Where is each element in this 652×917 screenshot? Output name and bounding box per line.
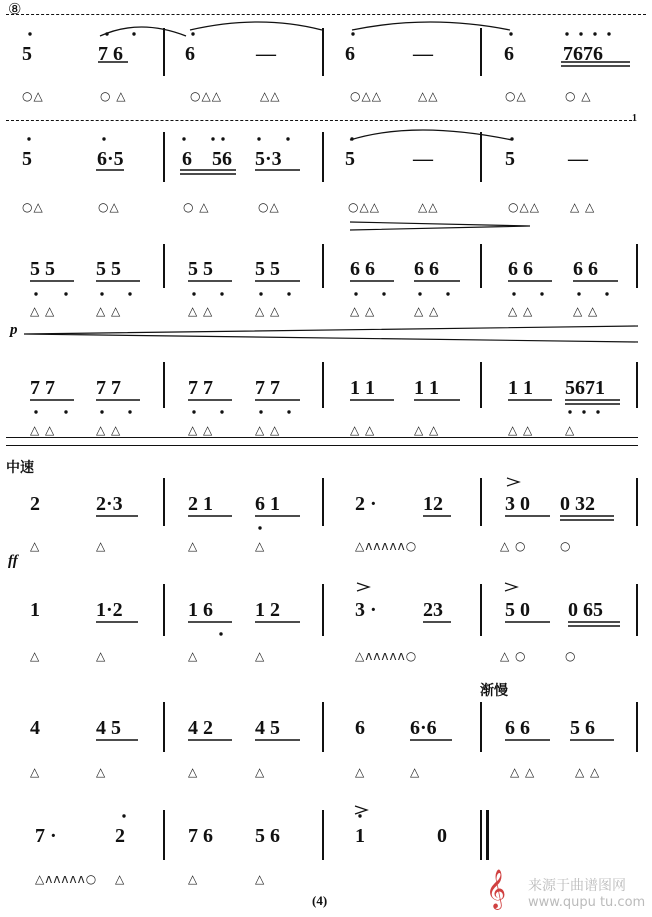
barline xyxy=(636,702,638,752)
percussion-group: △ △ xyxy=(30,423,56,437)
octave-dot-below xyxy=(258,526,261,529)
note-group: 7 7 xyxy=(96,377,121,399)
octave-dot-below xyxy=(220,410,223,413)
percussion-group: △△ xyxy=(260,89,281,103)
accent-mark xyxy=(355,806,367,814)
note-group: 4 5 xyxy=(255,717,280,739)
barline xyxy=(322,132,324,182)
note-group: — xyxy=(568,148,588,170)
decrescendo-hairpin xyxy=(350,222,530,230)
octave-dot-below xyxy=(582,410,585,413)
final-barline-thin xyxy=(480,810,482,860)
barline xyxy=(322,28,324,76)
barline xyxy=(480,132,482,182)
percussion-group: ○△ xyxy=(505,89,527,103)
accent-mark xyxy=(357,583,369,591)
percussion-group: ○△ xyxy=(98,200,120,214)
note-group: — xyxy=(256,43,276,65)
note-group: 7 7 xyxy=(255,377,280,399)
note-group: 7 · xyxy=(35,825,57,847)
percussion-group: △ xyxy=(255,539,266,553)
note-group: 5 xyxy=(505,148,515,170)
octave-dot-above xyxy=(211,137,214,140)
octave-dot-below xyxy=(287,292,290,295)
note-group: 2 xyxy=(115,825,125,847)
note-group: 7676 xyxy=(563,43,603,65)
percussion-group: ○△△ xyxy=(508,200,540,214)
barline xyxy=(163,28,165,76)
note-group: 6 xyxy=(355,717,365,739)
octave-dot-above xyxy=(579,32,582,35)
percussion-group: ○ △ xyxy=(100,89,127,103)
percussion-group: △ xyxy=(188,765,199,779)
note-group: 1 2 xyxy=(255,599,280,621)
percussion-group: △ △ xyxy=(255,423,281,437)
rit-label: 渐慢 xyxy=(480,683,508,699)
note-group: 5 5 xyxy=(255,258,280,280)
octave-dot-below xyxy=(446,292,449,295)
percussion-group: ○△ xyxy=(22,89,44,103)
octave-dot-below xyxy=(596,410,599,413)
octave-dot-above xyxy=(286,137,289,140)
note-group: 6·6 xyxy=(410,717,437,739)
octave-dot-above xyxy=(350,137,353,140)
note-group: 1 xyxy=(355,825,365,847)
barline xyxy=(636,478,638,526)
dashed-line-second xyxy=(6,120,632,121)
barline xyxy=(163,702,165,752)
octave-dot-below xyxy=(100,410,103,413)
double-rule xyxy=(6,437,638,438)
octave-dot-above xyxy=(221,137,224,140)
barline xyxy=(322,362,324,408)
note-group: 6 6 xyxy=(505,717,530,739)
note-group: 6 xyxy=(345,43,355,65)
tie xyxy=(190,22,322,30)
percussion-group: △ xyxy=(255,649,266,663)
octave-dot-below xyxy=(540,292,543,295)
octave-dot-below xyxy=(128,410,131,413)
barline xyxy=(322,244,324,288)
octave-dot-below xyxy=(568,410,571,413)
barline xyxy=(480,362,482,408)
note-group: 2 · xyxy=(355,493,377,515)
note-group: 1 xyxy=(30,599,40,621)
note-group: 0 xyxy=(437,825,447,847)
note-group: 3 0 xyxy=(505,493,530,515)
octave-dot-above xyxy=(358,814,361,817)
octave-dot-above xyxy=(351,32,354,35)
percussion-group: △ xyxy=(410,765,421,779)
section-marker: ⑧ xyxy=(8,2,22,18)
octave-dot-above xyxy=(565,32,568,35)
percussion-group: ○△△ xyxy=(348,200,380,214)
percussion-group: △ △ xyxy=(508,423,534,437)
note-group: 5 xyxy=(22,43,32,65)
barline xyxy=(636,584,638,636)
percussion-group: △ △ xyxy=(188,423,214,437)
percussion-group: ○ △ xyxy=(565,89,592,103)
note-group: 23 xyxy=(423,599,443,621)
octave-dot-below xyxy=(512,292,515,295)
percussion-group: △ △ xyxy=(350,304,376,318)
percussion-group: △ xyxy=(188,539,199,553)
barline xyxy=(163,478,165,526)
percussion-group: △ʌʌʌʌʌ○ xyxy=(355,539,418,553)
note-group: 5 6 xyxy=(255,825,280,847)
octave-dot-above xyxy=(122,814,125,817)
barline xyxy=(163,584,165,636)
percussion-group: △ xyxy=(355,765,366,779)
octave-dot-above xyxy=(132,32,135,35)
octave-dot-above xyxy=(607,32,610,35)
percussion-group: △ xyxy=(96,539,107,553)
octave-dot-above xyxy=(27,137,30,140)
note-group: 4 xyxy=(30,717,40,739)
percussion-group: △ xyxy=(255,765,266,779)
barline xyxy=(163,244,165,288)
barline xyxy=(480,28,482,76)
note-group: 6 6 xyxy=(350,258,375,280)
note-group: 1 1 xyxy=(350,377,375,399)
note-group: 5 5 xyxy=(30,258,55,280)
note-group: 0 65 xyxy=(568,599,603,621)
treble-clef-icon: 𝄞 xyxy=(486,871,507,908)
barline xyxy=(322,810,324,860)
octave-dot-above xyxy=(28,32,31,35)
final-barline-thick xyxy=(486,810,489,860)
barline xyxy=(636,244,638,288)
percussion-group: △ʌʌʌʌʌ○ xyxy=(355,649,418,663)
percussion-group: △ ○ xyxy=(500,649,527,663)
octave-dot-below xyxy=(34,410,37,413)
barline xyxy=(322,702,324,752)
barline xyxy=(322,478,324,526)
note-group: 6 1 xyxy=(255,493,280,515)
note-group: 6 xyxy=(182,148,192,170)
percussion-group: ○△△ xyxy=(190,89,222,103)
percussion-group: △ △ xyxy=(570,200,596,214)
note-group: 7 6 xyxy=(98,43,123,65)
octave-dot-below xyxy=(577,292,580,295)
note-group: 1·2 xyxy=(96,599,123,621)
dashed-line-top xyxy=(6,14,646,15)
percussion-group: △ʌʌʌʌʌ○ xyxy=(35,872,98,886)
percussion-group: △ xyxy=(188,649,199,663)
dynamic-ff: ff xyxy=(8,553,18,569)
octave-dot-above xyxy=(509,32,512,35)
note-group: 3 · xyxy=(355,599,377,621)
crescendo-hairpin xyxy=(24,326,638,342)
percussion-group: △ ○ xyxy=(500,539,527,553)
note-group: 6 6 xyxy=(508,258,533,280)
tie xyxy=(352,22,510,30)
note-group: 5 5 xyxy=(188,258,213,280)
tie xyxy=(350,130,512,140)
percussion-group: △ △ xyxy=(255,304,281,318)
accent-mark xyxy=(507,478,519,486)
barline xyxy=(480,478,482,526)
percussion-group: ○ △ xyxy=(183,200,210,214)
note-group: 6 xyxy=(185,43,195,65)
percussion-group: △ △ xyxy=(414,423,440,437)
octave-dot-below xyxy=(192,410,195,413)
note-group: 7 7 xyxy=(30,377,55,399)
percussion-group: ○△ xyxy=(258,200,280,214)
page-number: (4) xyxy=(312,893,328,908)
percussion-group: △ △ xyxy=(575,765,601,779)
slur xyxy=(100,27,186,36)
percussion-group: △△ xyxy=(418,89,439,103)
note-group: 2 xyxy=(30,493,40,515)
note-group: 7 7 xyxy=(188,377,213,399)
barline xyxy=(636,362,638,408)
octave-dot-above xyxy=(182,137,185,140)
percussion-group: △ △ xyxy=(188,304,214,318)
percussion-group: △ xyxy=(255,872,266,886)
note-group: 6 6 xyxy=(573,258,598,280)
octave-dot-above xyxy=(191,32,194,35)
dynamic-p: p xyxy=(10,322,18,338)
note-group: 5 xyxy=(22,148,32,170)
percussion-group: △ △ xyxy=(350,423,376,437)
percussion-group: △ △ xyxy=(30,304,56,318)
percussion-group: △ xyxy=(115,872,126,886)
note-group: 1 6 xyxy=(188,599,213,621)
percussion-group: △ xyxy=(30,765,41,779)
watermark-url: www.qupu tu.com xyxy=(528,895,646,910)
octave-dot-below xyxy=(34,292,37,295)
note-group: 4 5 xyxy=(96,717,121,739)
note-group: — xyxy=(413,43,433,65)
note-group: 5671 xyxy=(565,377,605,399)
percussion-group: ○ xyxy=(565,649,577,663)
barline xyxy=(480,584,482,636)
percussion-group: △ xyxy=(565,423,576,437)
double-rule xyxy=(6,445,638,446)
barline xyxy=(480,244,482,288)
octave-dot-below xyxy=(64,410,67,413)
note-group: 4 2 xyxy=(188,717,213,739)
note-group: 56 xyxy=(212,148,232,170)
note-group: 7 6 xyxy=(188,825,213,847)
note-group: 6 6 xyxy=(414,258,439,280)
percussion-group: △ xyxy=(188,872,199,886)
octave-dot-below xyxy=(259,410,262,413)
percussion-group: △ △ xyxy=(96,304,122,318)
percussion-group: △ xyxy=(30,649,41,663)
octave-dot-below xyxy=(220,292,223,295)
octave-dot-above xyxy=(105,32,108,35)
percussion-group: △ △ xyxy=(508,304,534,318)
percussion-group: ○ xyxy=(560,539,572,553)
percussion-group: △ △ xyxy=(96,423,122,437)
note-group: 5 5 xyxy=(96,258,121,280)
barline xyxy=(480,702,482,752)
note-group: — xyxy=(413,148,433,170)
note-group: 5 xyxy=(345,148,355,170)
barline xyxy=(322,584,324,636)
octave-dot-below xyxy=(382,292,385,295)
accent-mark xyxy=(505,583,517,591)
tempo-label: 中速 xyxy=(6,460,34,476)
barline xyxy=(163,132,165,182)
percussion-group: △△ xyxy=(418,200,439,214)
percussion-group: △ xyxy=(96,765,107,779)
percussion-group: △ △ xyxy=(414,304,440,318)
octave-dot-below xyxy=(605,292,608,295)
octave-dot-below xyxy=(287,410,290,413)
note-group: 1 1 xyxy=(508,377,533,399)
note-group: 5 0 xyxy=(505,599,530,621)
octave-dot-below xyxy=(219,632,222,635)
note-group: 1 1 xyxy=(414,377,439,399)
note-group: 5 6 xyxy=(570,717,595,739)
octave-dot-below xyxy=(354,292,357,295)
note-group: 0 32 xyxy=(560,493,595,515)
note-group: 6·5 xyxy=(97,148,124,170)
octave-dot-below xyxy=(128,292,131,295)
barline xyxy=(163,362,165,408)
percussion-group: ○△△ xyxy=(350,89,382,103)
octave-dot-below xyxy=(418,292,421,295)
octave-dot-below xyxy=(259,292,262,295)
note-group: 2·3 xyxy=(96,493,123,515)
note-group: 5·3 xyxy=(255,148,282,170)
octave-dot-below xyxy=(100,292,103,295)
octave-dot-above xyxy=(510,137,513,140)
note-group: 12 xyxy=(423,493,443,515)
note-group: 2 1 xyxy=(188,493,213,515)
percussion-group: △ xyxy=(30,539,41,553)
octave-dot-above xyxy=(593,32,596,35)
octave-dot-above xyxy=(257,137,260,140)
percussion-group: △ △ xyxy=(510,765,536,779)
watermark-cn: 来源于曲谱图网 xyxy=(528,878,626,894)
percussion-group: △ △ xyxy=(573,304,599,318)
ending-marker: 1 xyxy=(632,113,637,124)
octave-dot-below xyxy=(64,292,67,295)
percussion-group: △ xyxy=(96,649,107,663)
percussion-group: ○△ xyxy=(22,200,44,214)
octave-dot-below xyxy=(192,292,195,295)
barline xyxy=(163,810,165,860)
note-group: 6 xyxy=(504,43,514,65)
octave-dot-above xyxy=(102,137,105,140)
